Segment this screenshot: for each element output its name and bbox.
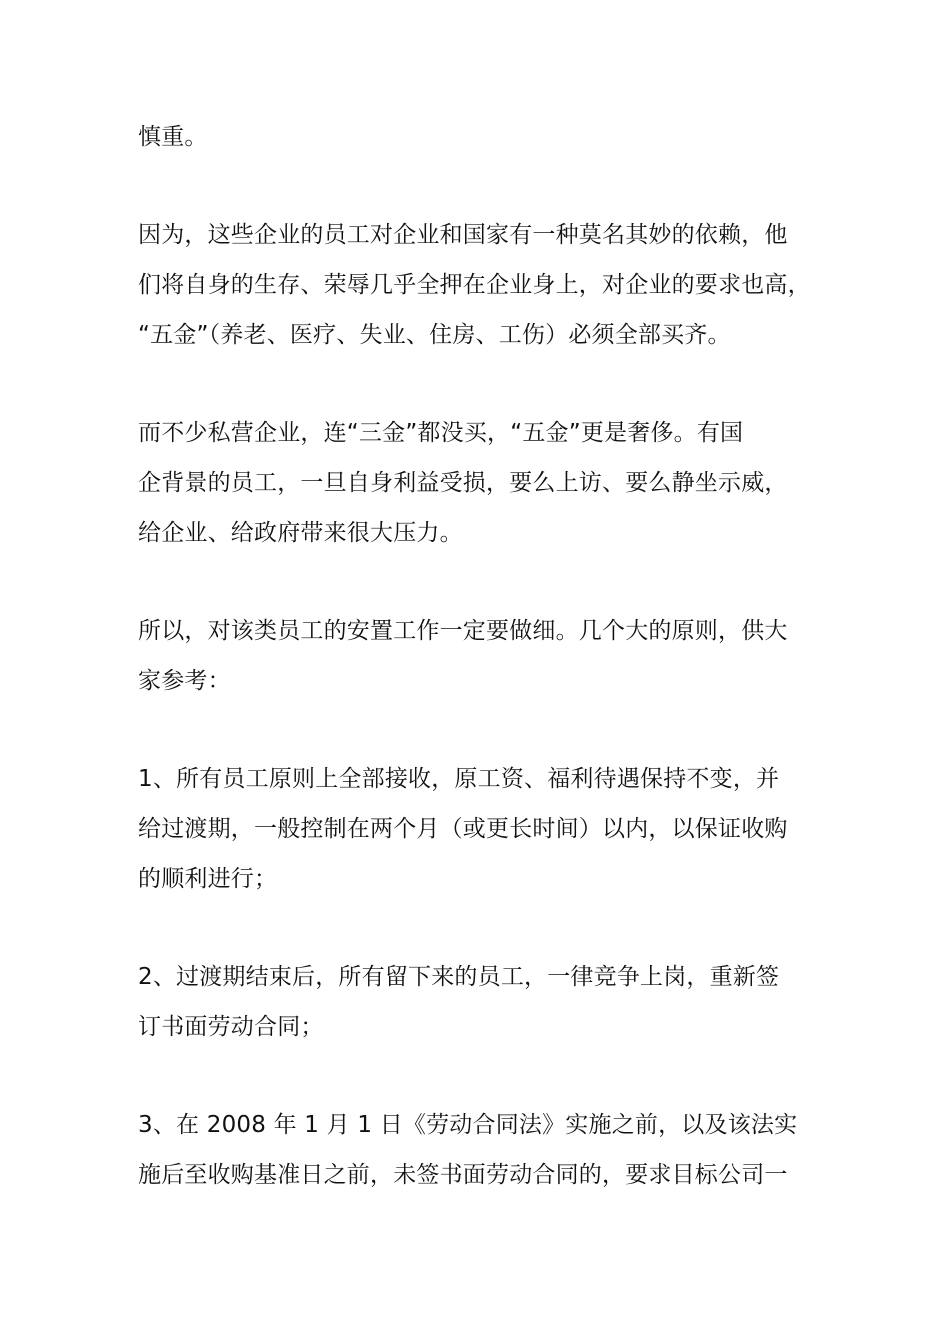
- paragraph-2: [138, 210, 810, 360]
- document-body: [138, 112, 810, 1248]
- paragraph-3: [138, 408, 810, 558]
- paragraph-line: 3、在 2008 年 1 月 1 日《劳动合同法》实施之前，以及该法实: [138, 1112, 798, 1138]
- paragraph-line: 因为，这些企业的员工对企业和国家有一种莫名其妙的依赖，他: [138, 222, 788, 248]
- paragraph-line: 2、过渡期结束后，所有留下来的员工，一律竞争上岗，重新签: [138, 964, 780, 990]
- paragraph-line: 1、所有员工原则上全部接收，原工资、福利待遇保持不变，并: [138, 766, 780, 792]
- paragraph-7: [138, 1100, 810, 1200]
- paragraph-line: 施后至收购基准日之前，未签书面劳动合同的，要求目标公司一: [138, 1162, 788, 1188]
- paragraph-line: 企背景的员工，一旦自身利益受损，要么上访、要么静坐示威，: [138, 470, 788, 496]
- paragraph-5: [138, 754, 810, 904]
- paragraph-4: [138, 606, 810, 706]
- paragraph-6: [138, 952, 810, 1052]
- paragraph-line: 所以，对该类员工的安置工作一定要做细。几个大的原则，供大: [138, 618, 788, 644]
- paragraph-line: “五金”（养老、医疗、失业、住房、工伤）必须全部买齐。: [138, 322, 731, 348]
- paragraph-1: [138, 112, 810, 162]
- paragraph-line: 慎重。: [138, 124, 208, 150]
- paragraph-line: 而不少私营企业，连“三金”都没买，“五金”更是奢侈。有国: [138, 420, 744, 446]
- paragraph-line: 给企业、给政府带来很大压力。: [138, 520, 463, 546]
- paragraph-line: 给过渡期，一般控制在两个月（或更长时间）以内，以保证收购: [138, 816, 788, 842]
- paragraph-line: 们将自身的生存、荣辱几乎全押在企业身上，对企业的要求也高，: [138, 272, 811, 298]
- paragraph-line: 家参考：: [138, 668, 231, 694]
- paragraph-line: 的顺利进行；: [138, 866, 278, 892]
- paragraph-line: 订书面劳动合同；: [138, 1014, 324, 1040]
